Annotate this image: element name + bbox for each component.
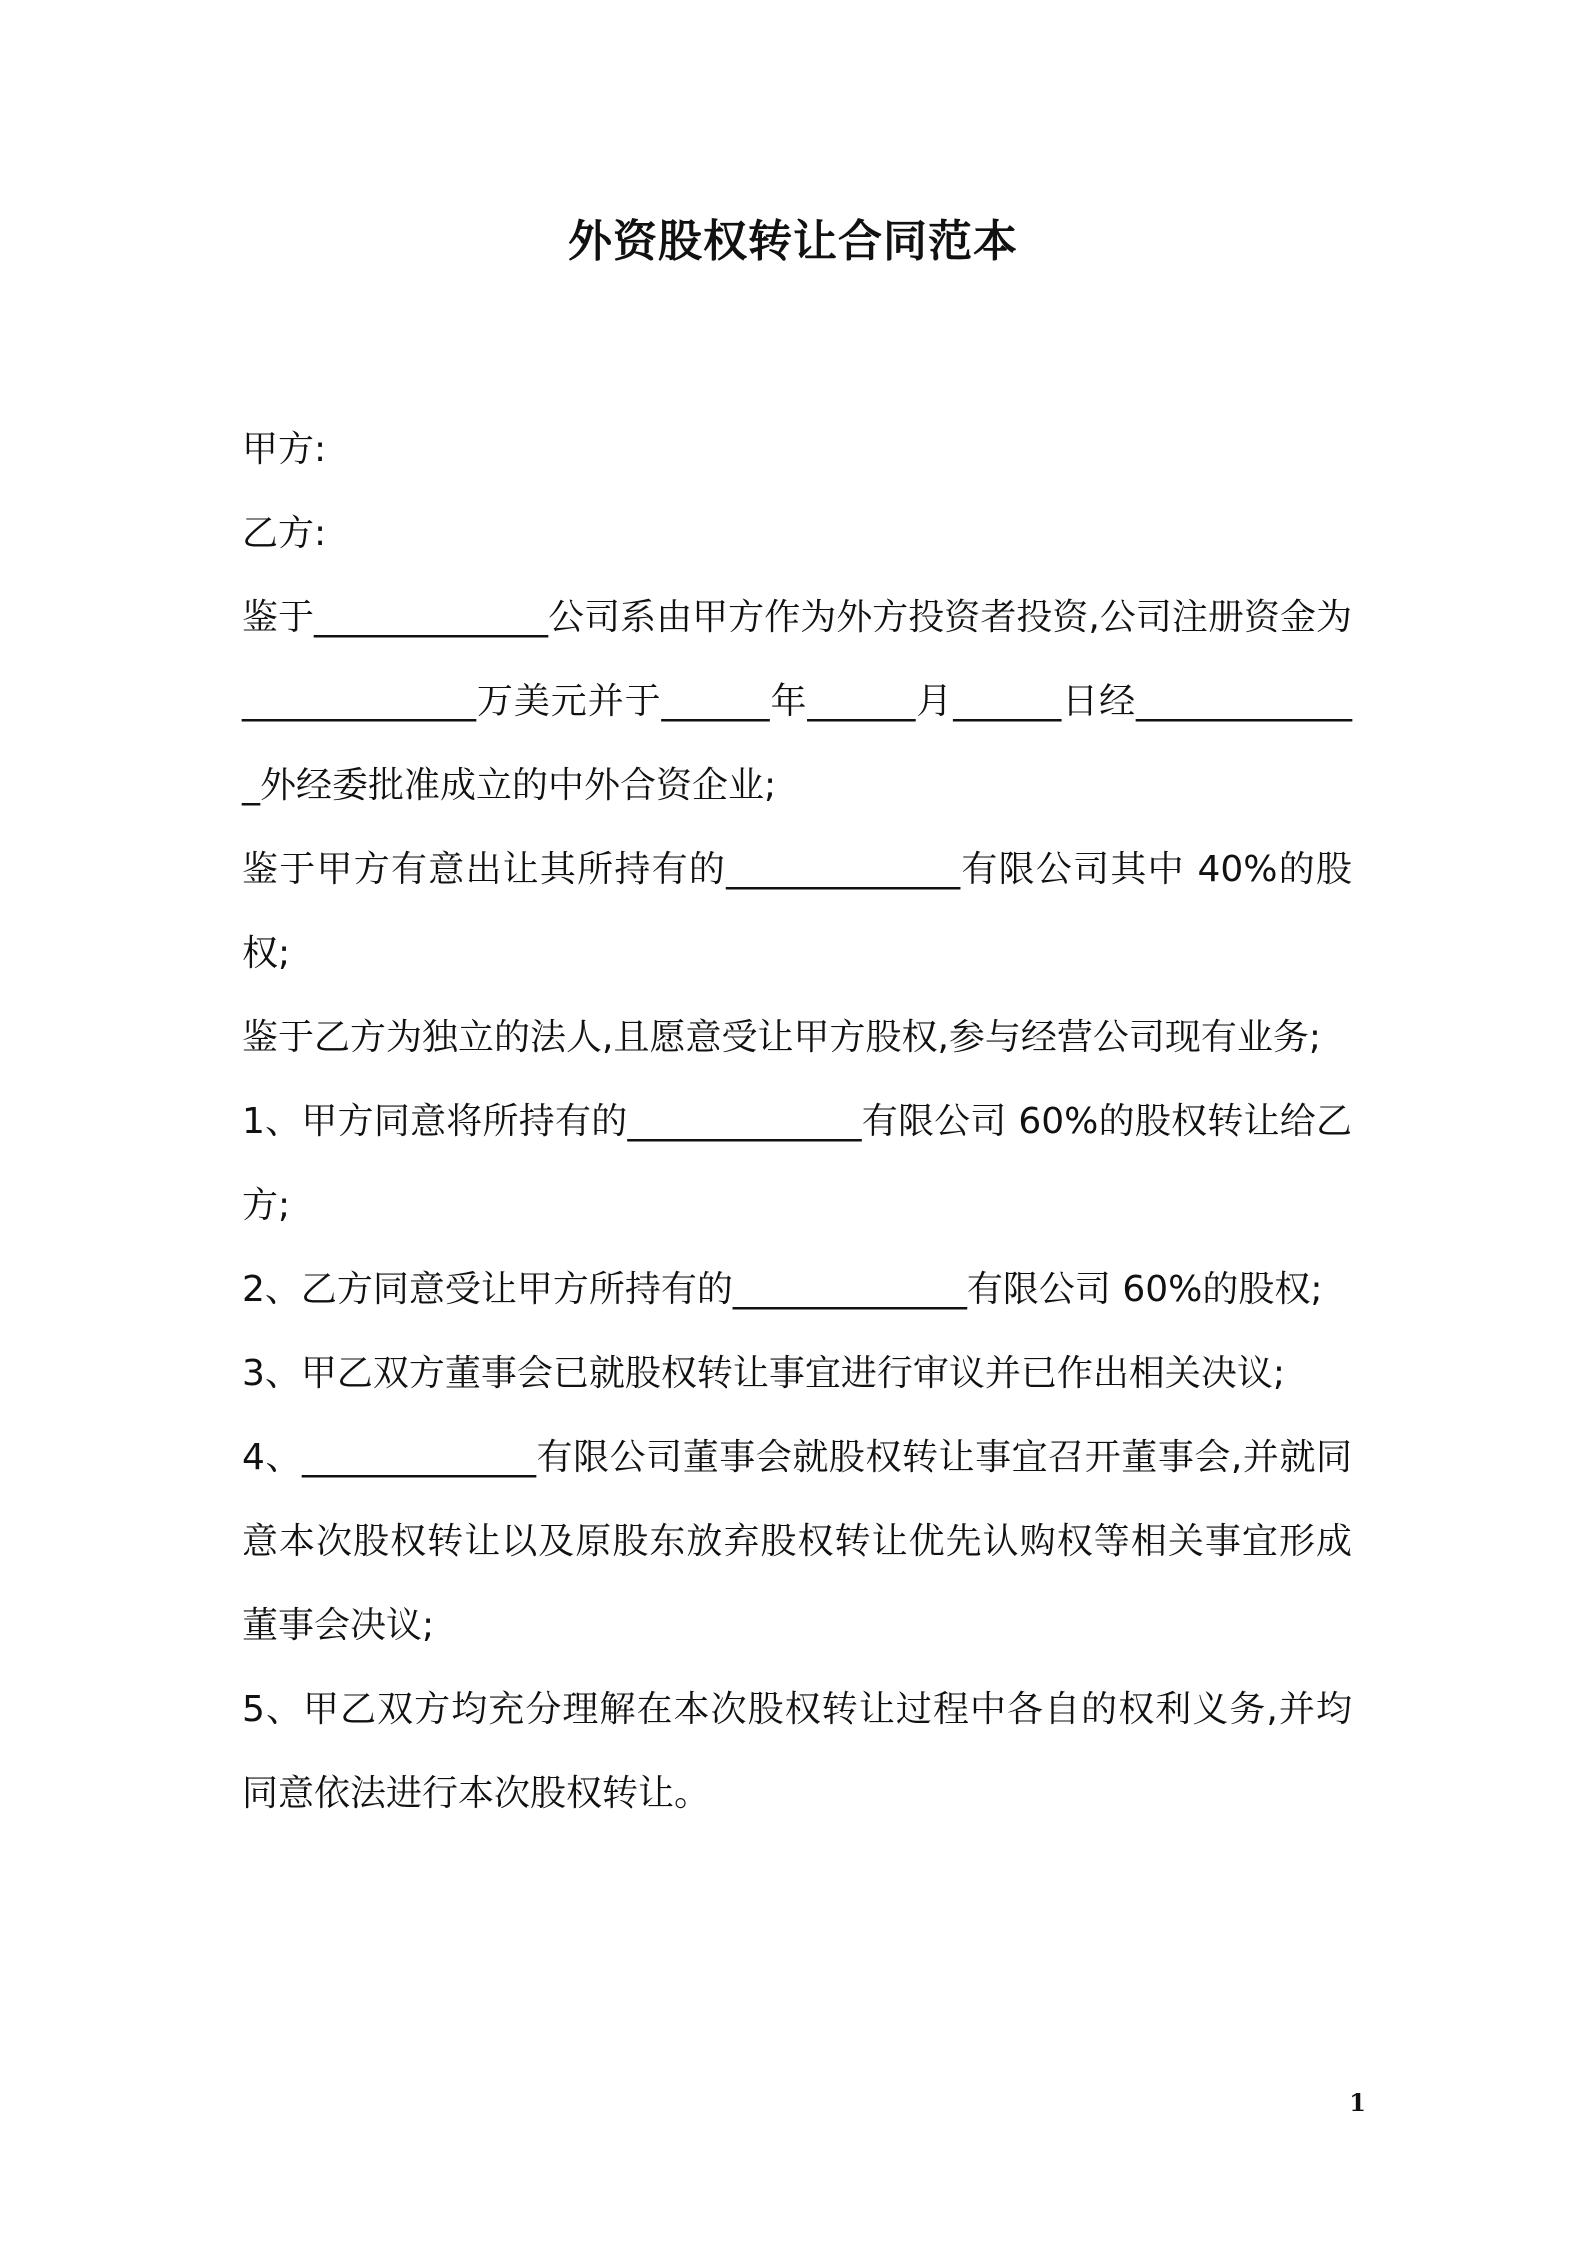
recital-company-establishment: 鉴于_____________公司系由甲方作为外方投资者投资,公司注册资金为_____________万美元并于______年______月______日经_____________外经委批准成立的中外合资企业; bbox=[242, 597, 1352, 806]
clause-1: 1、甲方同意将所持有的_____________有限公司 60%的股权转让给乙方; bbox=[242, 1101, 1352, 1226]
clause-3: 3、甲乙双方董事会已就股权转让事宜进行审议并已作出相关决议; bbox=[242, 1353, 1286, 1394]
recital-buyer-intent: 鉴于乙方为独立的法人,且愿意受让甲方股权,参与经营公司现有业务; bbox=[242, 1017, 1322, 1058]
party-b-line: 乙方: bbox=[242, 513, 327, 554]
clause-4: 4、_____________有限公司董事会就股权转让事宜召开董事会,并就同意本次股权转让以及原股东放弃股权转让优先认购权等相关事宜形成董事会决议; bbox=[242, 1437, 1352, 1646]
document-title: 外资股权转让合同范本 bbox=[568, 216, 1018, 267]
document-body bbox=[242, 408, 1352, 1836]
party-a-line: 甲方: bbox=[242, 429, 327, 470]
recital-share-offer: 鉴于甲方有意出让其所持有的_____________有限公司其中 40%的股权; bbox=[242, 849, 1352, 974]
clause-2: 2、乙方同意受让甲方所持有的_____________有限公司 60%的股权; bbox=[242, 1269, 1323, 1310]
page-number: 1 bbox=[1349, 2088, 1366, 2117]
clause-5: 5、甲乙双方均充分理解在本次股权转让过程中各自的权利义务,并均同意依法进行本次股权转让。 bbox=[242, 1689, 1352, 1814]
